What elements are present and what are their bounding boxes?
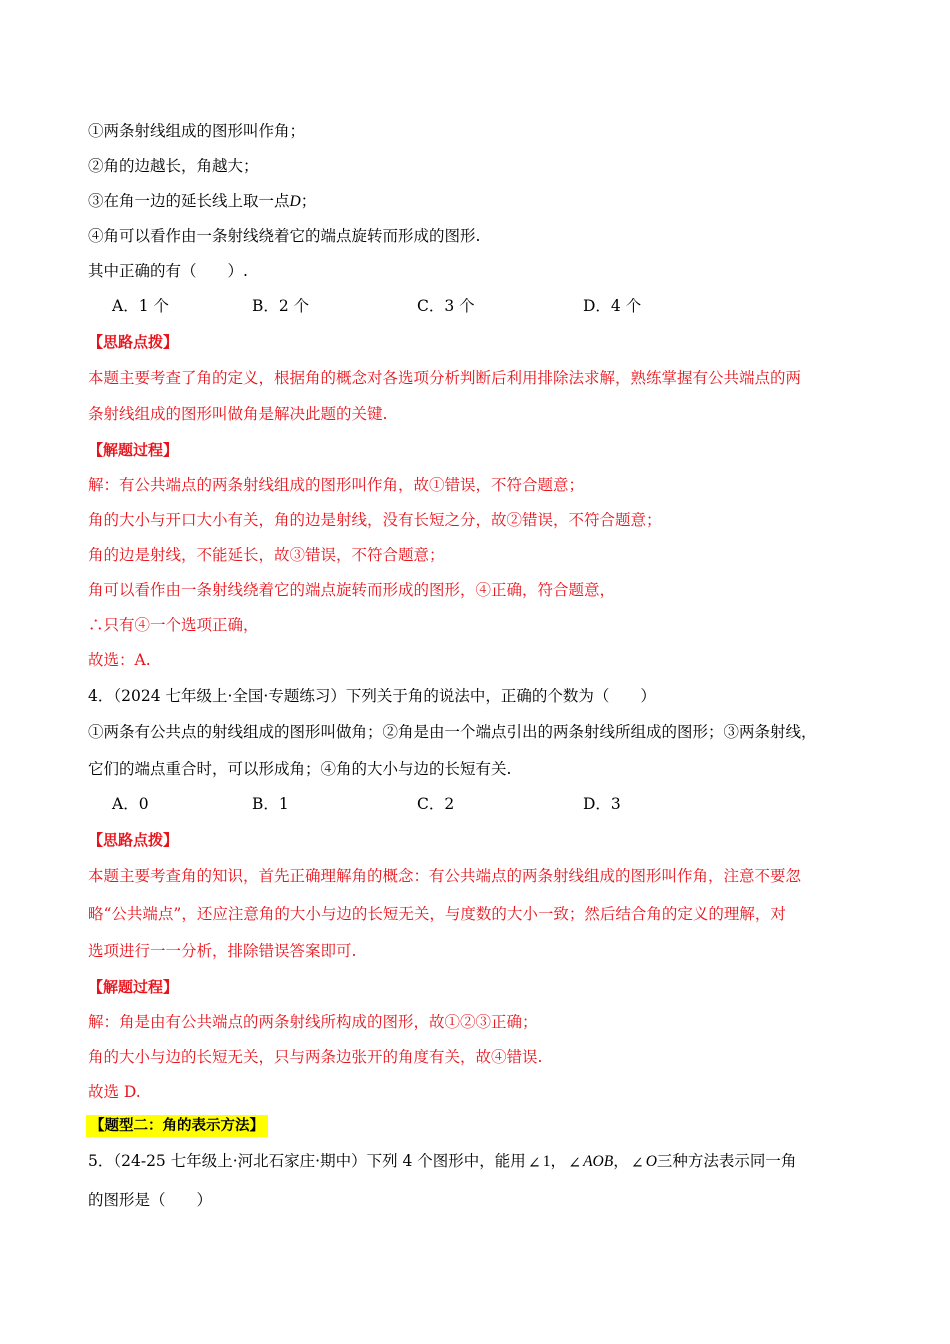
q4-body-line-1: ①两条有公共点的射线组成的图形叫做角；②角是由一个端点引出的两条射线所组成的图形；③两条射线， [88, 723, 817, 741]
q4-option-c: C．2 [417, 795, 455, 813]
angle-symbol-icon: ∠ [630, 1155, 644, 1172]
q4-hint-line-2: 略“公共端点”，还应注意角的大小与边的长短无关，与度数的大小一致；然后结合角的定义的理解，对 [88, 905, 786, 923]
q3-statement-3: ③在角一边的延长线上取一点D； [88, 192, 317, 210]
q4-option-b: B．1 [252, 795, 289, 813]
q3-solution-line-2: 角的大小与开口大小有关，角的边是射线，没有长短之分，故②错误，不符合题意； [88, 511, 662, 529]
q3-hint-header: 【思路点拨】 [88, 333, 179, 351]
q3-statement-1: ①两条射线组成的图形叫作角； [88, 122, 306, 140]
q4-option-d: D．3 [583, 795, 621, 813]
q5-stem-line-1: 5．（24-25 七年级上·河北石家庄·期中）下列 4 个图形中，能用 ∠ 1， ∠ AOB， ∠ O三种方法表示同一角 [88, 1150, 796, 1173]
q4-body-line-2: 它们的端点重合时，可以形成角；④角的大小与边的长短有关. [88, 760, 512, 778]
q3-option-a: A．1 个 [112, 297, 169, 315]
section-title: 【题型二：角的表示方法】 [86, 1115, 268, 1137]
q3-stem: 其中正确的有（ ）. [88, 262, 248, 280]
q3-solution-line-3: 角的边是射线，不能延长，故③错误，不符合题意； [88, 546, 445, 564]
q4-solution-line-3: 故选 D. [88, 1083, 141, 1101]
angle-1-expression: ∠ 1 [526, 1153, 551, 1170]
angle-symbol-icon: ∠ [527, 1155, 541, 1172]
q3-solution-line-6: 故选：A. [88, 651, 151, 669]
q3-option-c: C．3 个 [417, 297, 475, 315]
q3-statement-2: ②角的边越长，角越大； [88, 157, 259, 175]
angle-aob-expression: ∠ AOB [566, 1153, 613, 1170]
q3-option-d: D．4 个 [583, 297, 642, 315]
angle-o-expression: ∠ O [629, 1153, 657, 1170]
q4-solution-line-2: 角的大小与边的长短无关，只与两条边张开的角度有关，故④错误. [88, 1048, 543, 1066]
q4-solution-line-1: 解：角是由有公共端点的两条射线所构成的图形，故①②③正确； [88, 1013, 538, 1031]
q4-stem: 4．（2024 七年级上·全国·专题练习）下列关于角的说法中，正确的个数为（ ） [88, 687, 656, 705]
q3-hint-line-1: 本题主要考查了角的定义，根据角的概念对各选项分析判断后利用排除法求解，熟练掌握有公共端点的两 [88, 369, 802, 387]
q3-solution-header: 【解题过程】 [88, 441, 179, 459]
q3-solution-line-5: ∴只有④一个选项正确， [88, 616, 259, 634]
q4-option-a: A．0 [112, 795, 149, 813]
q3-statement-4: ④角可以看作由一条射线绕着它的端点旋转而形成的图形. [88, 227, 481, 245]
q5-stem-line-2: 的图形是（ ） [88, 1191, 213, 1209]
q4-hint-line-3: 选项进行一一分析，排除错误答案即可. [88, 942, 357, 960]
q3-solution-line-1: 解：有公共端点的两条射线组成的图形叫作角，故①错误，不符合题意； [88, 476, 585, 494]
angle-symbol-icon: ∠ [568, 1155, 582, 1172]
q3-hint-line-2: 条射线组成的图形叫做角是解决此题的关键. [88, 405, 388, 423]
q4-hint-header: 【思路点拨】 [88, 831, 179, 849]
q3-option-b: B．2 个 [252, 297, 310, 315]
q3-solution-line-4: 角可以看作由一条射线绕着它的端点旋转而形成的图形，④正确，符合题意， [88, 581, 616, 599]
q4-hint-line-1: 本题主要考查角的知识，首先正确理解角的概念：有公共端点的两条射线组成的图形叫作角，注意不要忽 [88, 867, 802, 885]
point-d-label: D [289, 193, 301, 210]
q4-solution-header: 【解题过程】 [88, 978, 179, 996]
